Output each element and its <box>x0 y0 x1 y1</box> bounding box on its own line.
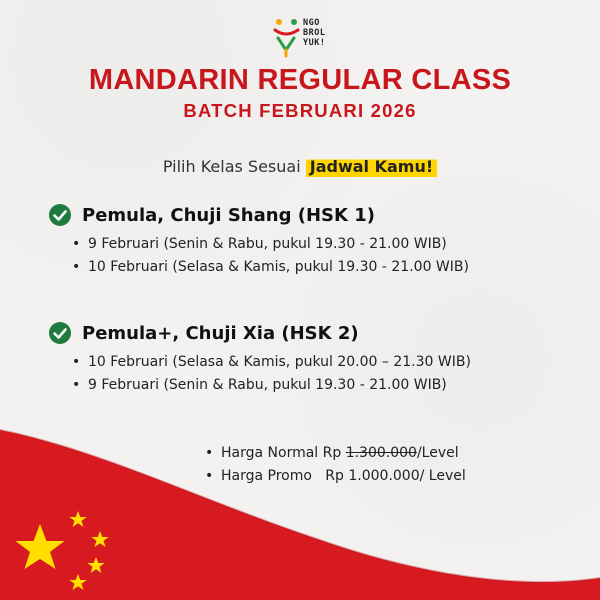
schedule-item: • 10 Februari (Selasa & Kamis, pukul 19.30 - 21.00 WIB) <box>72 256 469 279</box>
pricing-section <box>205 442 466 488</box>
class-title: Pemula, Chuji Shang (HSK 1) <box>82 204 375 226</box>
brand-logo-text: NGO BROL YUK! <box>303 18 326 48</box>
class-section-hsk2 <box>48 321 471 397</box>
page-subtitle: BATCH FEBRUARI 2026 <box>183 100 417 121</box>
schedule-list <box>72 351 471 397</box>
price-promo: • Harga Promo Rp 1.000.000/ Level <box>205 465 466 488</box>
schedule-item: • 9 Februari (Senin & Rabu, pukul 19.30 - 21.00 WIB) <box>72 374 471 397</box>
schedule-item: • 10 Februari (Selasa & Kamis, pukul 20.00 – 21.30 WIB) <box>72 351 471 374</box>
check-circle-icon <box>48 321 72 345</box>
page-title: MANDARIN REGULAR CLASS <box>88 64 512 96</box>
schedule-item: • 9 Februari (Senin & Rabu, pukul 19.30 - 21.00 WIB) <box>72 233 469 256</box>
price-normal: • Harga Normal Rp 1.300.000/Level <box>205 442 466 465</box>
class-title: Pemula+, Chuji Xia (HSK 2) <box>82 322 359 344</box>
tagline-highlight: Jadwal Kamu! <box>306 155 437 178</box>
class-section-hsk1 <box>48 203 469 279</box>
schedule-list <box>72 233 469 279</box>
tagline <box>0 157 600 176</box>
tagline-prefix: Pilih Kelas Sesuai <box>162 157 306 176</box>
check-circle-icon <box>48 203 72 227</box>
price-normal-value: 1.300.000 <box>345 445 417 461</box>
